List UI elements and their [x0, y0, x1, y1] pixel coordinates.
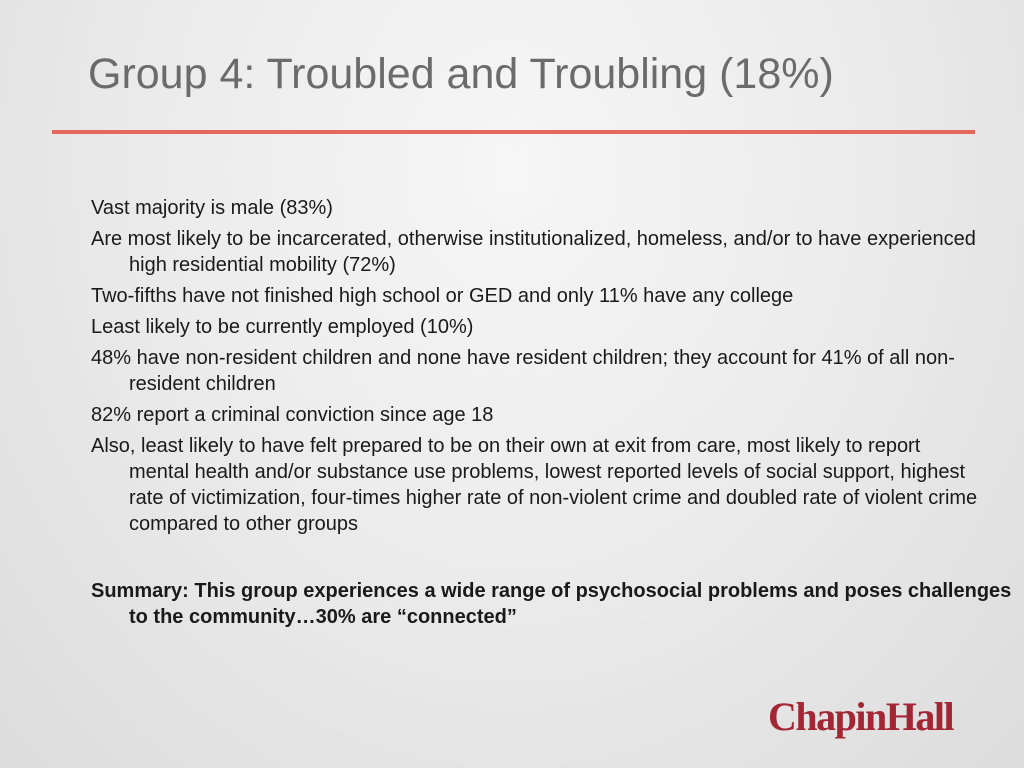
bullet-item-conviction: 82% report a criminal conviction since age 18 — [91, 404, 494, 426]
summary-text: Summary: This group experiences a wide range of psychosocial problems and poses challenges to the community…30% are “connected” — [91, 580, 1012, 628]
bullet-item-male-majority: Vast majority is male (83%) — [91, 197, 333, 219]
title-divider — [52, 130, 975, 134]
bullet-item-incarcerated: Are most likely to be incarcerated, otherwise institutionalized, homeless, and/or to have experienced high residential mobility (72%) — [91, 228, 976, 276]
slide-title: Group 4: Troubled and Troubling (18%) — [88, 50, 834, 98]
bullet-item-education: Two-fifths have not finished high school or GED and only 11% have any college — [91, 285, 794, 307]
bullet-item-children: 48% have non-resident children and none have resident children; they account for 41% of all non-resident children — [91, 347, 955, 395]
bullet-list — [91, 195, 981, 542]
bullet-item-employment: Least likely to be currently employed (10%) — [91, 316, 474, 338]
chapin-hall-logo: ChapinHall — [768, 694, 954, 739]
bullet-item-also: Also, least likely to have felt prepared to be on their own at exit from care, most likely to report mental health and/or substance use problems, lowest reported levels of social support, highest rate of victimization, four-times higher rate of non-violent crime and doubled rate of violent crime compared to other groups — [91, 435, 978, 535]
